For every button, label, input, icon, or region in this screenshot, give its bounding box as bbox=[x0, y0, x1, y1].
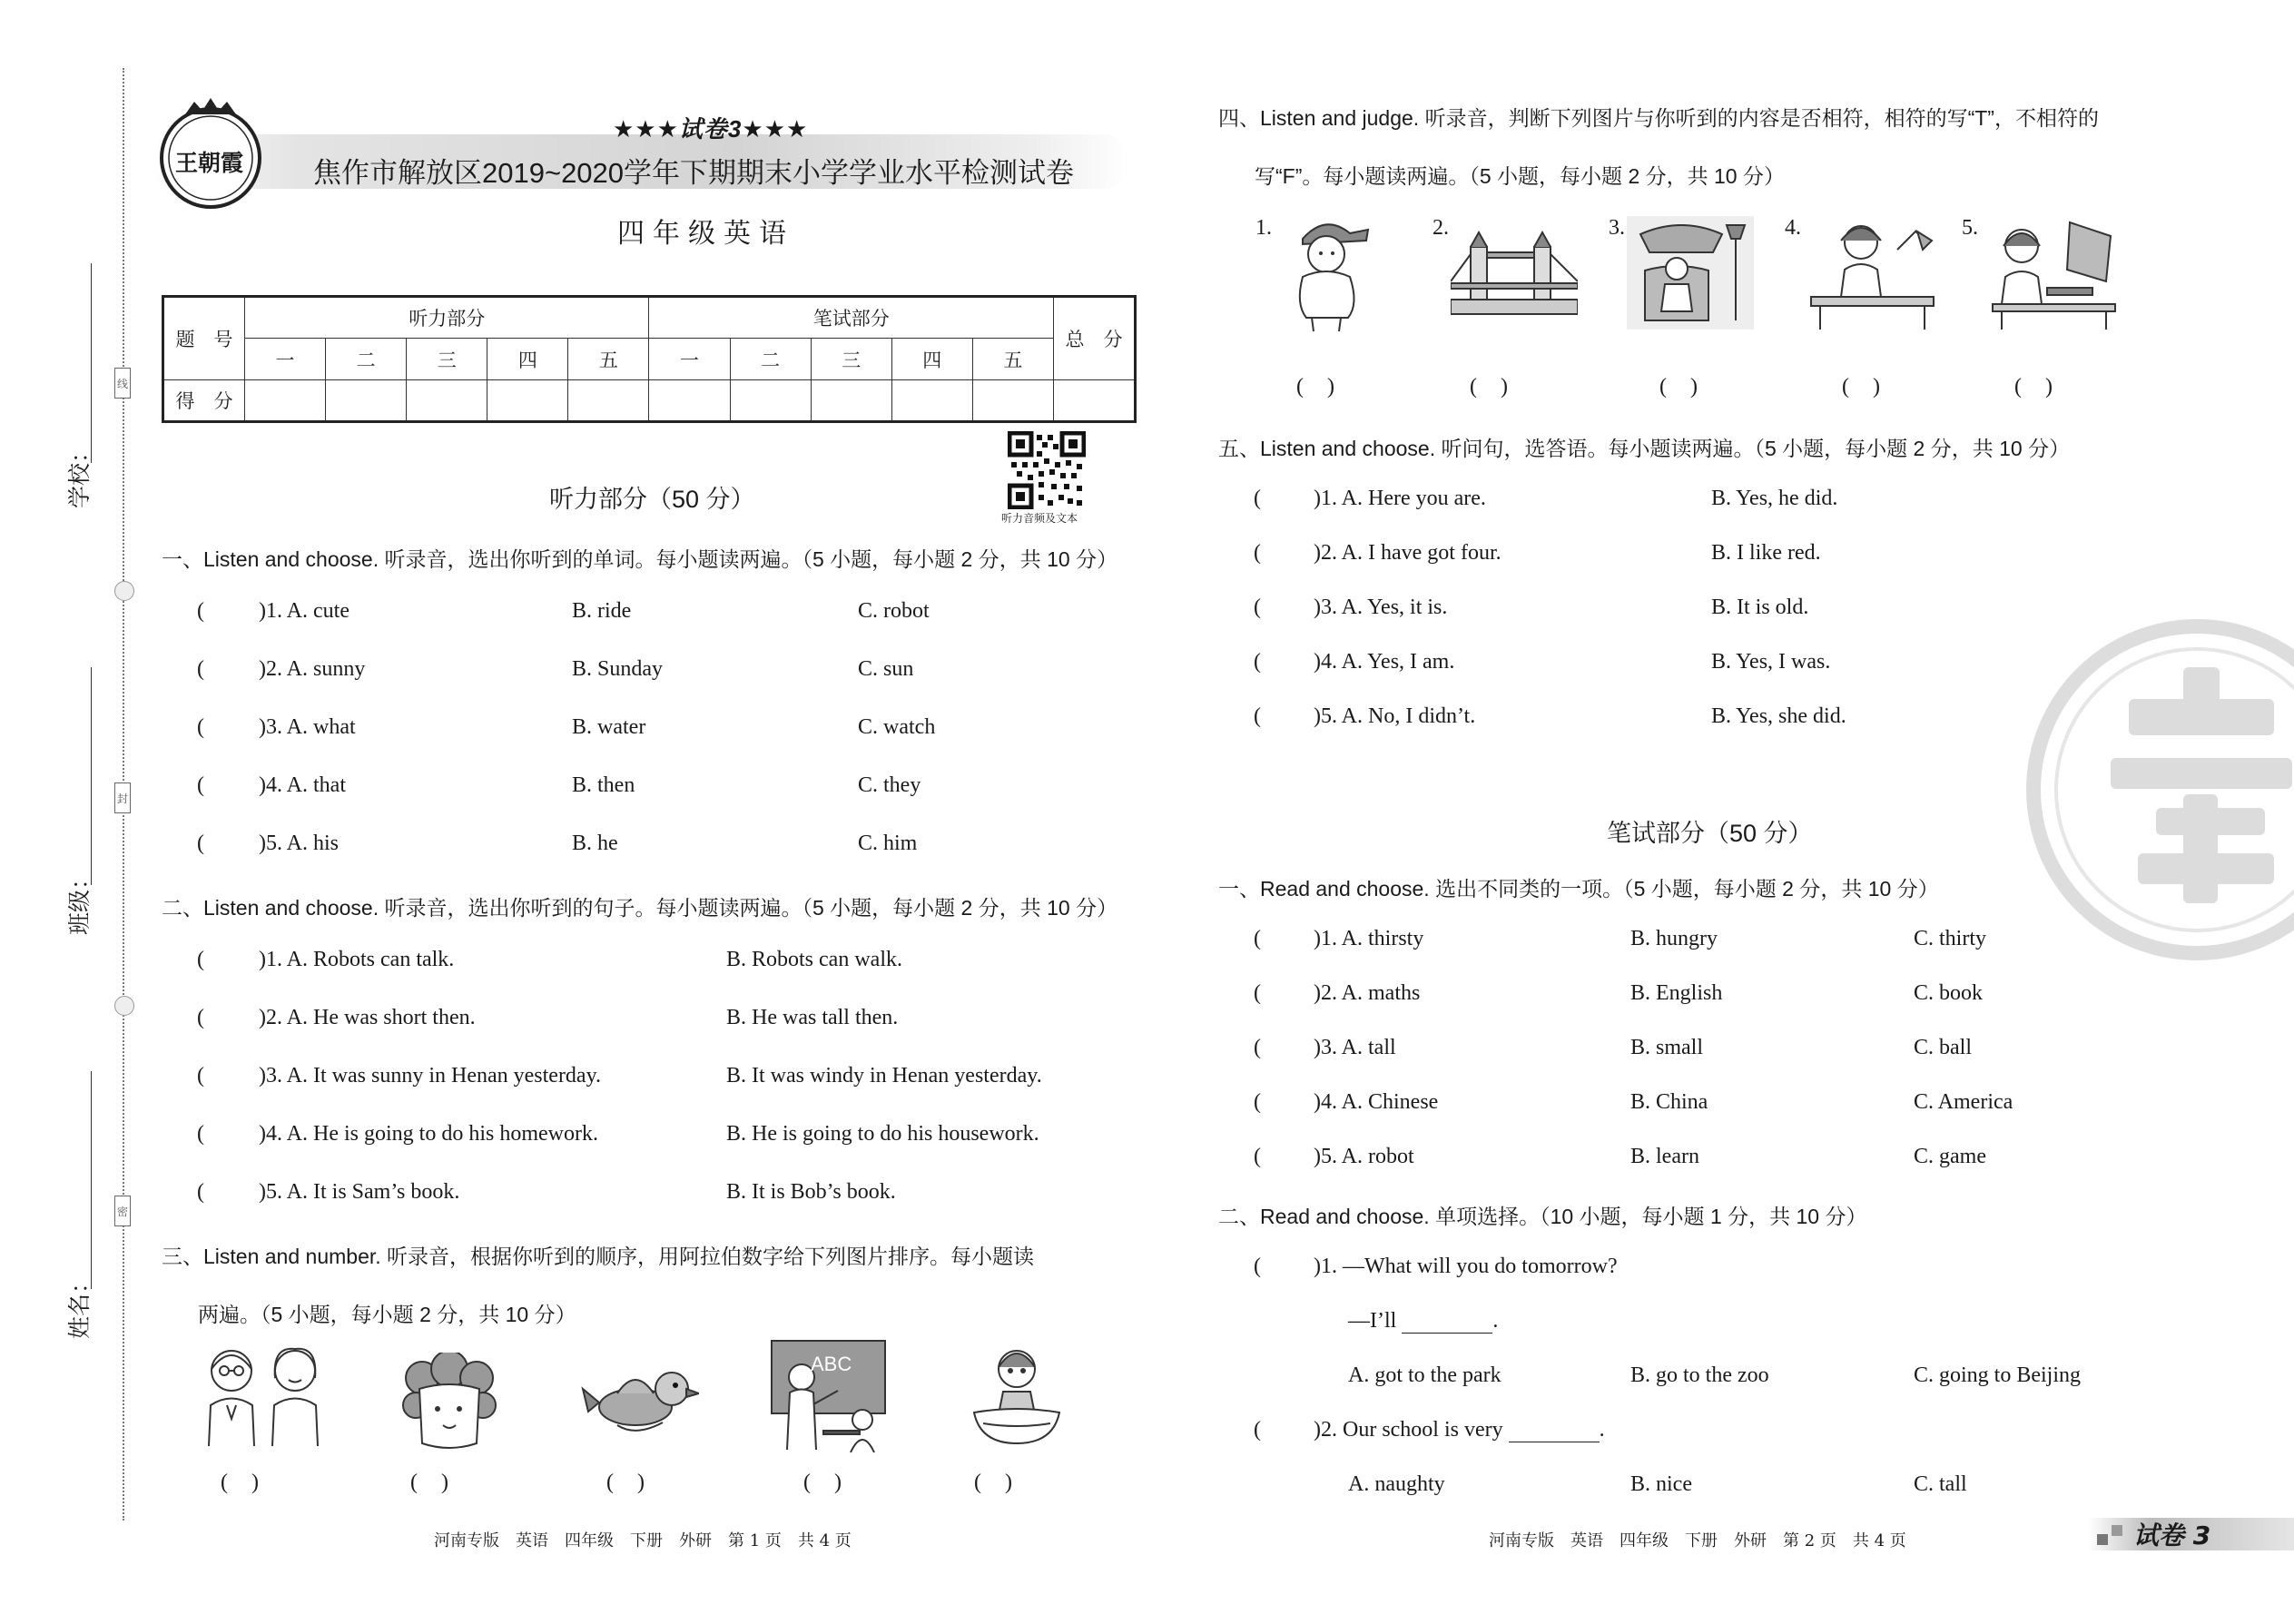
score-cell[interactable] bbox=[407, 380, 487, 422]
score-cell[interactable] bbox=[487, 380, 568, 422]
name-fill-line bbox=[91, 1071, 92, 1289]
question-option-c: C. him bbox=[858, 832, 918, 855]
score-table-num: 二 bbox=[730, 339, 811, 380]
binding-hole-2 bbox=[114, 996, 134, 1016]
score-table-num: 四 bbox=[487, 339, 568, 380]
answer-prefix: —I’ll bbox=[1348, 1309, 1397, 1333]
school-fill-line bbox=[91, 263, 92, 463]
question-option-a: )1. A. Robots can talk. bbox=[259, 948, 455, 971]
question-option-a: )3. A. tall bbox=[1314, 1036, 1396, 1059]
picture-boy-reading-lamp bbox=[1627, 216, 1754, 330]
picture-boy-cap bbox=[1285, 213, 1375, 336]
listening-part3-heading-line1: 三、Listen and number. 听录音，根据你听到的顺序，用阿拉伯数字给下列图片排序。每小题读 bbox=[162, 1245, 1035, 1268]
question-option-b: B. Robots can walk. bbox=[726, 948, 902, 971]
score-table-num: 一 bbox=[649, 339, 730, 380]
score-table-num: 五 bbox=[568, 339, 649, 380]
question-option-c: C. book bbox=[1914, 981, 1984, 1005]
answer-paren[interactable]: ( bbox=[197, 1006, 204, 1029]
answer-paren[interactable]: ( bbox=[197, 1122, 204, 1146]
question-option-b: B. He is going to do his housework. bbox=[726, 1122, 1039, 1146]
question-option-b: B. Yes, I was. bbox=[1711, 650, 1831, 674]
question-option-b: B. small bbox=[1630, 1036, 1704, 1059]
question-option-a: )3. A. It was sunny in Henan yesterday. bbox=[259, 1064, 602, 1088]
question-option-a: )1. A. Here you are. bbox=[1314, 487, 1486, 510]
question-option-c: C. they bbox=[858, 773, 921, 797]
answer-paren[interactable]: ( bbox=[197, 657, 204, 681]
badge-square-1 bbox=[2097, 1534, 2108, 1545]
answer-paren[interactable]: ( bbox=[1254, 1145, 1261, 1168]
footer-right: 河南专版 英语 四年级 下册 外研 第 2 页 共 4 页 bbox=[1489, 1531, 1906, 1550]
question-option-c: C. sun bbox=[858, 657, 914, 681]
class-label: 班级： bbox=[67, 866, 93, 935]
answer-paren[interactable]: ( bbox=[1254, 704, 1261, 728]
qr-caption: 听力音频及文本 bbox=[1001, 512, 1078, 525]
listening-part5-heading: 五、Listen and choose. 听问句，选答语。每小题读两遍。（5 小题，每小题 2 分，共 10 分） bbox=[1218, 437, 2071, 460]
question-option-a: )2. A. sunny bbox=[259, 657, 366, 681]
question-suffix: . bbox=[1599, 1418, 1605, 1442]
question-option-a: A. got to the park bbox=[1348, 1363, 1501, 1387]
exam-main-title: 焦作市解放区2019~2020学年下期期末小学学业水平检测试卷 bbox=[313, 157, 1075, 189]
picture-tower-bridge bbox=[1451, 227, 1578, 318]
answer-paren[interactable]: ( bbox=[1254, 595, 1261, 619]
question-option-a: )5. A. No, I didn’t. bbox=[1314, 704, 1476, 728]
score-table-num: 三 bbox=[811, 339, 891, 380]
answer-paren[interactable]: ( bbox=[1254, 487, 1261, 510]
secret-stamp-watermark bbox=[2020, 613, 2294, 967]
question-text: )1. —What will you do tomorrow? bbox=[1314, 1255, 1618, 1278]
judge-paren-2[interactable]: () bbox=[1470, 375, 1531, 399]
question-option-b: B. It is old. bbox=[1711, 595, 1809, 619]
answer-paren[interactable]: ( bbox=[1254, 1418, 1261, 1442]
question-option-b: B. Yes, he did. bbox=[1711, 487, 1838, 510]
question-option-a: )5. A. It is Sam’s book. bbox=[259, 1180, 460, 1204]
question-option-a: )2. A. maths bbox=[1314, 981, 1421, 1005]
question-option-a: A. naughty bbox=[1348, 1472, 1445, 1496]
listening-part4-heading-line1: 四、Listen and judge. 听录音，判断下列图片与你听到的内容是否相符，相符的写“T”，不相符的 bbox=[1218, 106, 2099, 130]
badge-square-2 bbox=[2112, 1525, 2122, 1536]
score-cell-total[interactable] bbox=[1054, 380, 1136, 422]
exam-subject: 四年级英语 bbox=[617, 219, 794, 249]
score-cell[interactable] bbox=[972, 380, 1053, 422]
question-option-a: )4. A. that bbox=[259, 773, 346, 797]
question-option-b: B. English bbox=[1630, 981, 1723, 1005]
question-option-a: )4. A. He is going to do his homework. bbox=[259, 1122, 598, 1146]
score-table-num: 二 bbox=[326, 339, 407, 380]
question-option-c: C. ball bbox=[1914, 1036, 1972, 1059]
writing-part2-heading: 二、Read and choose. 单项选择。（10 小题，每小题 1 分，共 10 分） bbox=[1218, 1205, 1867, 1228]
answer-paren[interactable]: ( bbox=[197, 832, 204, 855]
picture-number-2: 2. bbox=[1433, 216, 1449, 240]
question-option-a: )1. A. cute bbox=[259, 599, 350, 623]
score-cell[interactable] bbox=[891, 380, 972, 422]
question-option-c: C. robot bbox=[858, 599, 930, 623]
question-option-c: C. tall bbox=[1914, 1472, 1967, 1496]
score-table-listening: 听力部分 bbox=[245, 297, 649, 339]
writing-section-title: 笔试部分（50 分） bbox=[1607, 820, 1813, 847]
answer-suffix: . bbox=[1492, 1309, 1499, 1333]
picture-number-4: 4. bbox=[1785, 216, 1801, 240]
question-answer-line bbox=[1348, 1309, 1498, 1334]
question-option-b: B. then bbox=[572, 773, 635, 797]
question-text bbox=[1314, 1418, 1605, 1442]
answer-paren[interactable]: ( bbox=[1254, 650, 1261, 674]
binding-char-seal: 封 bbox=[114, 782, 131, 813]
picture-number-1: 1. bbox=[1255, 216, 1272, 240]
answer-paren-picture-3[interactable]: () bbox=[606, 1471, 668, 1494]
answer-paren[interactable]: ( bbox=[1254, 1090, 1261, 1114]
score-cell[interactable] bbox=[649, 380, 730, 422]
question-option-b: B. Sunday bbox=[572, 657, 664, 681]
score-cell[interactable] bbox=[730, 380, 811, 422]
score-cell[interactable] bbox=[568, 380, 649, 422]
listening-part2-heading: 二、Listen and choose. 听录音，选出你听到的句子。每小题读两遍。（5 小题，每小题 2 分，共 10 分） bbox=[162, 896, 1118, 920]
answer-paren[interactable]: ( bbox=[1254, 981, 1261, 1005]
listening-part1-heading: 一、Listen and choose. 听录音，选出你听到的单词。每小题读两遍。（5 小题，每小题 2 分，共 10 分） bbox=[162, 547, 1118, 571]
school-label: 学校： bbox=[67, 439, 93, 508]
score-table-header-label: 题 号 bbox=[163, 297, 245, 380]
answer-paren[interactable]: ( bbox=[1254, 1036, 1261, 1059]
answer-paren[interactable]: ( bbox=[197, 1064, 204, 1088]
answer-paren[interactable]: ( bbox=[197, 948, 204, 971]
score-table-score-label: 得 分 bbox=[163, 380, 245, 422]
picture-cat-girl bbox=[399, 1353, 499, 1452]
answer-paren[interactable]: ( bbox=[1254, 541, 1261, 565]
name-label: 姓名： bbox=[67, 1270, 93, 1339]
listening-part4-heading-line2: 写“F”。每小题读两遍。（5 小题，每小题 2 分，共 10 分） bbox=[1255, 164, 1785, 188]
answer-paren[interactable]: ( bbox=[1254, 927, 1261, 950]
score-table-num: 四 bbox=[891, 339, 972, 380]
question-option-b: B. ride bbox=[572, 599, 632, 623]
question-option-a: )1. A. thirsty bbox=[1314, 927, 1424, 950]
question-option-b: B. China bbox=[1630, 1090, 1708, 1114]
board-text: ABC bbox=[811, 1353, 852, 1375]
binding-hole-1 bbox=[114, 581, 134, 601]
question-prefix: )2. Our school is very bbox=[1314, 1418, 1503, 1442]
question-option-b: B. nice bbox=[1630, 1472, 1692, 1496]
picture-two-kids bbox=[191, 1342, 336, 1451]
score-table-num: 五 bbox=[972, 339, 1053, 380]
question-option-a: )3. A. what bbox=[259, 715, 356, 739]
question-option-b: B. He was tall then. bbox=[726, 1006, 899, 1029]
question-option-a: )5. A. robot bbox=[1314, 1145, 1414, 1168]
question-option-b: B. hungry bbox=[1630, 927, 1718, 950]
answer-paren-picture-1[interactable]: () bbox=[221, 1471, 282, 1494]
answer-paren[interactable]: ( bbox=[197, 715, 204, 739]
binding-char-secret: 密 bbox=[114, 1196, 131, 1226]
question-option-c: C. watch bbox=[858, 715, 936, 739]
question-option-c: C. game bbox=[1914, 1145, 1986, 1168]
question-option-a: )4. A. Yes, I am. bbox=[1314, 650, 1455, 674]
score-cell[interactable] bbox=[811, 380, 891, 422]
class-fill-line bbox=[91, 667, 92, 885]
score-cell[interactable] bbox=[326, 380, 407, 422]
question-option-b: B. It was windy in Henan yesterday. bbox=[726, 1064, 1042, 1088]
answer-blank[interactable] bbox=[1402, 1314, 1492, 1334]
picture-girl-computer bbox=[1984, 213, 2120, 331]
question-option-c: C. going to Beijing bbox=[1914, 1363, 2082, 1387]
question-option-a: )2. A. He was short then. bbox=[259, 1006, 476, 1029]
question-option-a: )3. A. Yes, it is. bbox=[1314, 595, 1448, 619]
answer-blank[interactable] bbox=[1509, 1422, 1600, 1442]
writing-part1-heading: 一、Read and choose. 选出不同类的一项。（5 小题，每小题 2 分，共 10 分） bbox=[1218, 877, 1939, 901]
question-option-c: C. America bbox=[1914, 1090, 2013, 1114]
judge-paren-4[interactable]: () bbox=[1842, 375, 1904, 399]
question-option-a: )5. A. his bbox=[259, 832, 340, 855]
listening-section-title: 听力部分（50 分） bbox=[549, 486, 755, 513]
binding-char-line: 线 bbox=[114, 368, 131, 399]
answer-paren[interactable]: ( bbox=[197, 599, 204, 623]
picture-number-5: 5. bbox=[1962, 216, 1978, 240]
exam-number-label: ★★★试卷3★★★ bbox=[613, 115, 809, 143]
score-table bbox=[162, 295, 1137, 423]
answer-paren[interactable]: ( bbox=[1254, 1255, 1261, 1278]
question-option-b: B. Yes, she did. bbox=[1711, 704, 1846, 728]
question-option-b: B. go to the zoo bbox=[1630, 1363, 1769, 1387]
picture-bird bbox=[581, 1357, 699, 1439]
answer-paren[interactable]: ( bbox=[197, 1180, 204, 1204]
question-option-a: )2. A. I have got four. bbox=[1314, 541, 1501, 565]
question-option-c: C. thirty bbox=[1914, 927, 1987, 950]
judge-paren-5[interactable]: () bbox=[2014, 375, 2076, 399]
exam-badge: 试卷 3 bbox=[2133, 1521, 2211, 1550]
picture-number-3: 3. bbox=[1609, 216, 1625, 240]
answer-paren-picture-2[interactable]: () bbox=[410, 1471, 472, 1494]
answer-paren[interactable]: ( bbox=[197, 773, 204, 797]
footer-left: 河南专版 英语 四年级 下册 外研 第 1 页 共 4 页 bbox=[434, 1531, 852, 1550]
listening-part3-heading-line2: 两遍。（5 小题，每小题 2 分，共 10 分） bbox=[198, 1303, 576, 1326]
answer-paren-picture-5[interactable]: () bbox=[974, 1471, 1036, 1494]
question-option-b: B. learn bbox=[1630, 1145, 1699, 1168]
score-table-num: 一 bbox=[245, 339, 326, 380]
score-cell[interactable] bbox=[245, 380, 326, 422]
question-option-a: )4. A. Chinese bbox=[1314, 1090, 1439, 1114]
answer-paren-picture-4[interactable]: () bbox=[803, 1471, 865, 1494]
score-table-num: 三 bbox=[407, 339, 487, 380]
score-table-writing: 笔试部分 bbox=[649, 297, 1054, 339]
question-option-b: B. It is Bob’s book. bbox=[726, 1180, 896, 1204]
question-option-b: B. he bbox=[572, 832, 618, 855]
judge-paren-3[interactable]: () bbox=[1659, 375, 1721, 399]
question-option-b: B. I like red. bbox=[1711, 541, 1821, 565]
picture-girl-bath bbox=[967, 1342, 1067, 1451]
question-option-b: B. water bbox=[572, 715, 646, 739]
score-table-total: 总 分 bbox=[1054, 297, 1136, 380]
brand-logo-text: 王朝霞 bbox=[175, 150, 244, 176]
qr-code[interactable] bbox=[1008, 431, 1086, 509]
judge-paren-1[interactable]: () bbox=[1296, 375, 1358, 399]
picture-girl-at-desk bbox=[1807, 213, 1938, 331]
